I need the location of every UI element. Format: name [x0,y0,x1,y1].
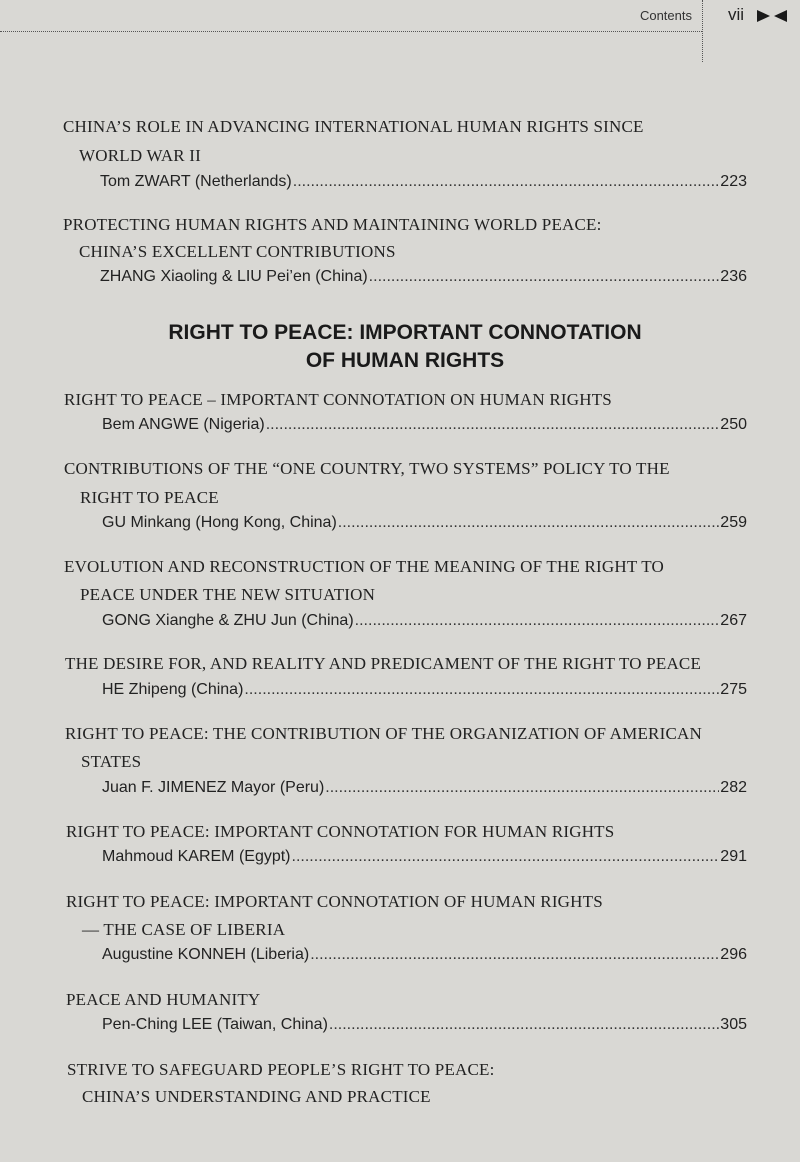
toc-entry-page: 236 [720,268,747,285]
dot-leader [310,946,719,964]
toc-entry-author: Augustine KONNEH (Liberia) [102,946,310,963]
header-page-number: vii [728,5,745,24]
toc-entry-page: 275 [720,681,747,698]
toc-entry-title: RIGHT TO PEACE: IMPORTANT CONNOTATION OF HUMAN RIGHTS [66,892,603,911]
toc-entry-page: 267 [720,612,747,629]
toc-entry-author: Juan F. JIMENEZ Mayor (Peru) [102,779,325,796]
toc-entry-title: EVOLUTION AND RECONSTRUCTION OF THE MEANING OF THE RIGHT TO [64,557,665,576]
toc-entry-title: STRIVE TO SAFEGUARD PEOPLE’S RIGHT TO PEACE: [67,1060,495,1079]
toc-entry-author-line[interactable] [102,1016,747,1034]
header-dotted-rule [0,31,702,32]
toc-entry-page: 291 [720,848,747,865]
toc-entry-title: CHINA’S UNDERSTANDING AND PRACTICE [82,1087,431,1106]
toc-entry-title: WORLD WAR II [79,146,202,165]
toc-entry-author: Mahmoud KAREM (Egypt) [102,848,291,865]
toc-entry-author: Pen-Ching LEE (Taiwan, China) [102,1016,328,1033]
toc-entry-author: HE Zhipeng (China) [102,681,244,698]
toc-entry-author: GU Minkang (Hong Kong, China) [102,514,337,531]
toc-entry-title: RIGHT TO PEACE: THE CONTRIBUTION OF THE ORGANIZATION OF AMERICAN [65,724,702,743]
bowtie-ornament-icon [757,9,787,23]
toc-entry-page: 223 [720,173,747,190]
dot-leader [355,612,720,630]
toc-entry-title: PEACE AND HUMANITY [66,990,261,1009]
section-heading-line: OF HUMAN RIGHTS [305,349,505,372]
toc-entry-author: Bem ANGWE (Nigeria) [102,416,265,433]
toc-entry-author-line[interactable] [102,946,747,964]
dot-leader [293,173,720,191]
toc-entry-page: 305 [720,1016,747,1033]
dot-leader [338,514,720,532]
toc-entry-page: 282 [720,779,747,796]
toc-entry-title: PEACE UNDER THE NEW SITUATION [80,585,376,604]
toc-entry-title: CHINA’S ROLE IN ADVANCING INTERNATIONAL HUMAN RIGHTS SINCE [63,117,644,136]
toc-entry-author-line[interactable] [100,173,747,191]
running-header [0,0,800,40]
toc-entry-author-line[interactable] [102,612,747,630]
toc-entry-author-line[interactable] [102,416,747,434]
toc-entry-title: RIGHT TO PEACE – IMPORTANT CONNOTATION ON HUMAN RIGHTS [64,390,612,409]
toc-entry-page: 250 [720,416,747,433]
dot-leader [266,416,720,434]
toc-entry-title: — THE CASE OF LIBERIA [82,920,286,939]
toc-entry-title: RIGHT TO PEACE: IMPORTANT CONNOTATION FOR HUMAN RIGHTS [66,822,615,841]
toc-entry-author: ZHANG Xiaoling & LIU Pei’en (China) [100,268,368,285]
toc-entry-title: STATES [81,752,142,771]
toc-entry-author-line[interactable] [102,514,747,532]
toc-entry-title: PROTECTING HUMAN RIGHTS AND MAINTAINING WORLD PEACE: [63,215,602,234]
header-vertical-rule [702,0,703,62]
section-heading-line: RIGHT TO PEACE: IMPORTANT CONNOTATION [168,321,642,344]
toc-entry-title: THE DESIRE FOR, AND REALITY AND PREDICAMENT OF THE RIGHT TO PEACE [65,654,702,673]
toc-entry-author-line[interactable] [102,779,747,797]
toc-entry-page: 259 [720,514,747,531]
toc-entry-author-line[interactable] [100,268,747,286]
dot-leader [329,1016,719,1034]
toc-entry-page: 296 [720,946,747,963]
dot-leader [244,681,719,699]
toc-entry-author: Tom ZWART (Netherlands) [100,173,292,190]
dot-leader [369,268,720,286]
header-section-title: Contents [639,8,692,23]
toc-entry-title: RIGHT TO PEACE [80,488,219,507]
section-heading [0,319,800,375]
dot-leader [325,779,719,797]
toc-entry-author: GONG Xianghe & ZHU Jun (China) [102,612,354,629]
toc-entry-title: CONTRIBUTIONS OF THE “ONE COUNTRY, TWO SYSTEMS” POLICY TO THE [64,459,670,478]
toc-entry-author-line[interactable] [102,848,747,866]
toc-entry-title: CHINA’S EXCELLENT CONTRIBUTIONS [79,242,396,261]
toc-entry-author-line[interactable] [102,681,747,699]
dot-leader [292,848,720,866]
